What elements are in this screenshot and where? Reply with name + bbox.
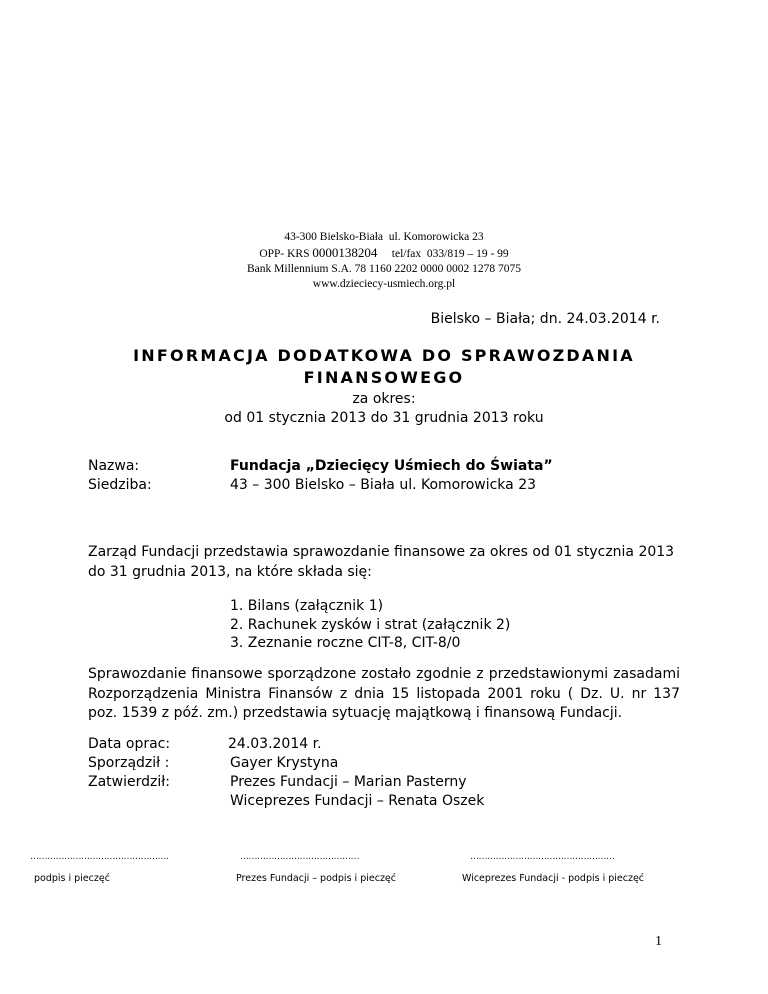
- krs-prefix: OPP- KRS: [259, 248, 313, 260]
- signature-label: Prezes Fundacji – podpis i pieczęć: [236, 873, 396, 884]
- letterhead-address: 43-300 Bielsko-Biała ul. Komorowicka 23: [284, 231, 484, 243]
- basis-paragraph: Sprawozdanie finansowe sporządzone zostało zgodnie z przedstawionymi zasadami Rozporządzenia Ministra Finansów z dnia 15 listopada 2001 roku ( Dz. U. nr 137 poz. 1539 z póź. zm.) przedstawia sytuację majątkową i finansową Fundacji.: [88, 666, 680, 721]
- signature-block-1: [30, 852, 168, 884]
- signature-block-2: [236, 852, 396, 884]
- name-label: Nazwa:: [88, 458, 140, 474]
- approved-label: Zatwierdził:: [88, 774, 170, 790]
- signature-line: ……………………………………………: [470, 852, 615, 862]
- seat-label: Siedziba:: [88, 477, 152, 493]
- list-item: 2. Rachunek zysków i strat (załącznik 2): [230, 616, 511, 633]
- place-date: Bielsko – Biała; dn. 24.03.2014 r.: [430, 311, 660, 327]
- signature-line: ………………………………………….: [30, 852, 169, 862]
- signature-block-3: [462, 852, 645, 884]
- title-line-2: FINANSOWEGO: [303, 368, 465, 387]
- letterhead-website: www.dzieciecy-usmiech.org.pl: [312, 278, 456, 290]
- letterhead-bank: Bank Millennium S.A. 78 1160 2202 0000 0002 1278 7075: [247, 263, 521, 275]
- date-label: Data oprac:: [88, 736, 171, 752]
- name-value: Fundacja „Dziecięcy Uśmiech do Świata”: [230, 458, 553, 474]
- list-item: 1. Bilans (załącznik 1): [230, 598, 384, 614]
- prepared-value: Gayer Krystyna: [230, 755, 339, 771]
- prepared-label: Sporządził :: [88, 755, 170, 771]
- list-item: 3. Zeznanie roczne CIT-8, CIT-8/0: [230, 635, 461, 651]
- approved-value-vicepresident: Wiceprezes Fundacji – Renata Oszek: [230, 793, 485, 809]
- letterhead-krs: [0, 245, 768, 262]
- seat-value: 43 – 300 Bielsko – Biała ul. Komorowicka 23: [230, 477, 537, 493]
- document-title: [0, 345, 768, 389]
- title-line-1: INFORMACJA DODATKOWA DO SPRAWOZDANIA: [133, 346, 635, 365]
- date-value: 24.03.2014 r.: [228, 736, 322, 752]
- components-list: [230, 597, 510, 653]
- letterhead-telfax: tel/fax 033/819 – 19 - 99: [377, 248, 509, 260]
- approved-value-president: Prezes Fundacji – Marian Pasterny: [230, 774, 467, 790]
- letterhead: [0, 230, 768, 292]
- period-label: za okres:: [352, 391, 416, 407]
- page-number: 1: [655, 934, 662, 949]
- signature-label: podpis i pieczęć: [34, 873, 110, 884]
- signature-label: Wiceprezes Fundacji - podpis i pieczęć: [462, 873, 645, 884]
- signature-line: ……………………………………: [240, 852, 359, 862]
- period-range: od 01 stycznia 2013 do 31 grudnia 2013 roku: [224, 410, 544, 426]
- krs-number: 0000138204: [312, 245, 378, 260]
- intro-paragraph: Zarząd Fundacji przedstawia sprawozdanie finansowe za okres od 01 stycznia 2013 do 31 grudnia 2013, na które składa się:: [88, 544, 675, 580]
